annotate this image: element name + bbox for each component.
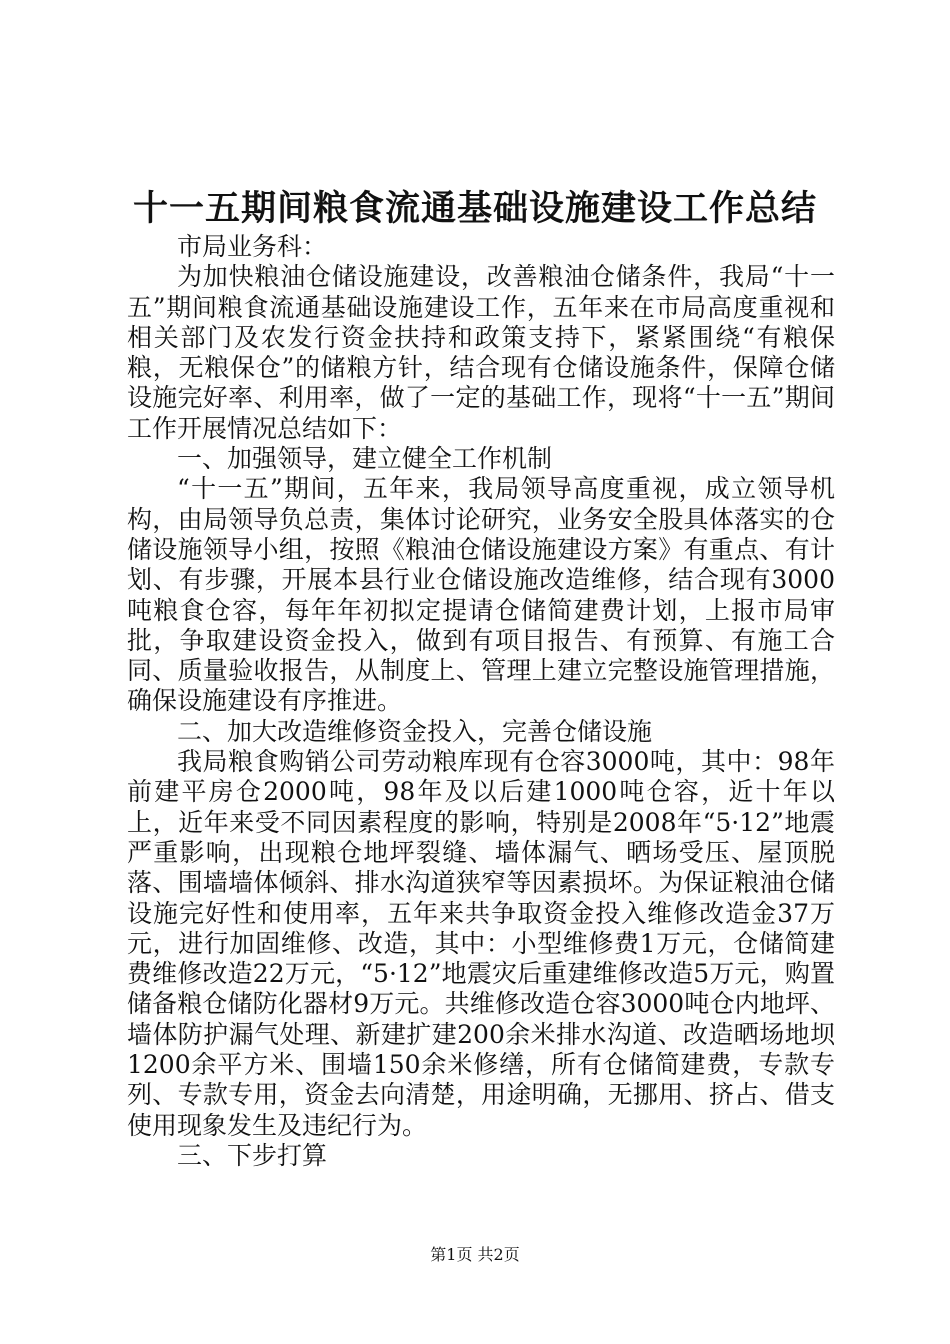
section-heading-3: 三、下步打算 xyxy=(177,1140,328,1170)
page-footer: 第1页 共2页 xyxy=(430,1245,520,1264)
section-1-paragraph: “十一五”期间，五年来，我局领导高度重视，成立领导机构，由局领导负总责，集体讨论研究，业务安全股具体落实的仓储设施领导小组，按照《粮油仓储设施建设方案》有重点、有计划、有步骤，开展本县行业仓储设施改造维修，结合现有3000吨粮食仓容，每年年初拟定提请仓储简建费计划，上报市局审批，争取建设资金投入，做到有项目报告、有预算、有施工合同、质量验收报告，从制度上、管理上建立完整设施管理措施，确保设施建设有序推进。 xyxy=(127,474,835,716)
section-heading-1: 一、加强领导，建立健全工作机制 xyxy=(177,444,553,474)
section-2-paragraph: 我局粮食购销公司劳动粮库现有仓容3000吨，其中：98年前建平房仓2000吨，98年及以后建1000吨仓容，近十年以上，近年来受不同因素程度的影响，特别是2008年“5·12”地震严重影响，出现粮仓地坪裂缝、墙体漏气、晒场受压、屋顶脱落、围墙墙体倾斜、排水沟道狭窄等因素损坏。为保证粮油仓储设施完好性和使用率，五年来共争取资金投入维修改造金37万元，进行加固维修、改造，其中：小型维修费1万元，仓储简建费维修改造22万元，“5·12”地震灾后重建维修改造5万元，购置储备粮仓储防化器材9万元。共维修改造仓容3000吨仓内地坪、墙体防护漏气处理、新建扩建200余米排水沟道、改造晒场地坝1200余平方米、围墙150余米修缮，所有仓储简建费，专款专列、专款专用，资金去向清楚，用途明确，无挪用、挤占、借支使用现象发生及违纪行为。 xyxy=(127,747,835,1140)
section-heading-2: 二、加大改造维修资金投入，完善仓储设施 xyxy=(177,716,653,746)
salutation: 市局业务科： xyxy=(177,232,328,261)
document-title: 十一五期间粮食流通基础设施建设工作总结 xyxy=(132,188,817,229)
document-body xyxy=(127,232,835,1171)
intro-paragraph: 为加快粮油仓储设施建设，改善粮油仓储条件，我局“十一五”期间粮食流通基础设施建设工作，五年来在市局高度重视和相关部门及农发行资金扶持和政策支持下，紧紧围绕“有粮保粮，无粮保仓”的储粮方针，结合现有仓储设施条件，保障仓储设施完好率、利用率，做了一定的基础工作，现将“十一五”期间工作开展情况总结如下： xyxy=(127,262,835,443)
